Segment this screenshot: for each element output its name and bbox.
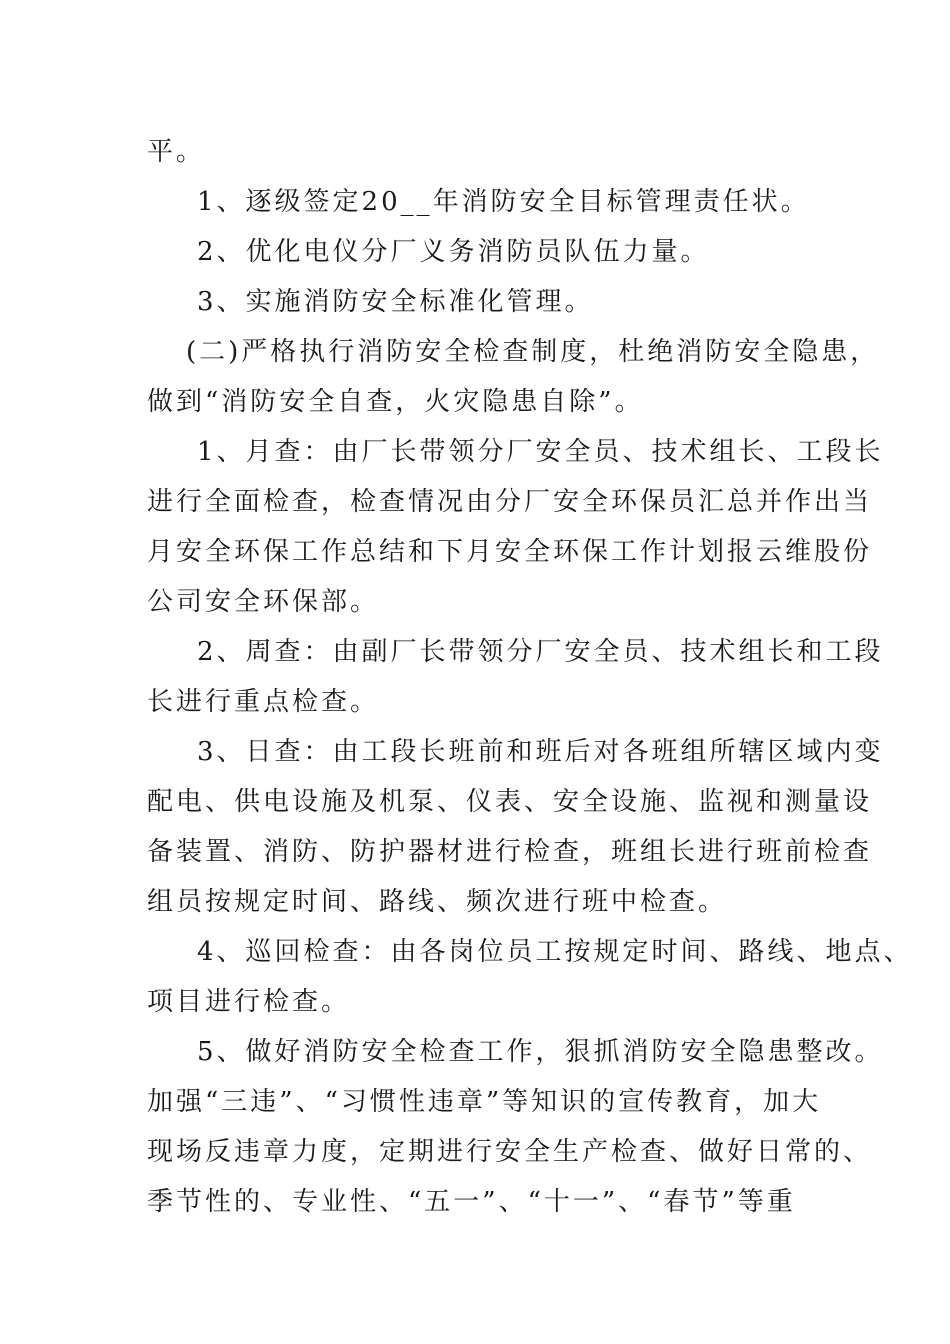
text-line: 1、月查：由厂长带领分厂安全员、技术组长、工段长: [197, 437, 884, 467]
text-line: 公司安全环保部。: [147, 587, 380, 617]
text-line: 现场反违章力度，定期进行安全生产检查、做好日常的、: [147, 1137, 873, 1167]
text-line: 配电、供电设施及机泵、仪表、安全设施、监视和测量设: [147, 787, 873, 817]
text-line: 2、周查：由副厂长带领分厂安全员、技术组长和工段: [197, 637, 884, 667]
text-line: 备装置、消防、防护器材进行检查，班组长进行班前检查: [147, 837, 873, 867]
text-line: (二)严格执行消防安全检查制度，杜绝消防安全隐患，: [186, 337, 880, 367]
text-line: 1、逐级签定20__年消防安全目标管理责任状。: [197, 187, 810, 217]
text-line: 组员按规定时间、路线、频次进行班中检查。: [147, 887, 728, 917]
text-line: 月安全环保工作总结和下月安全环保工作计划报云维股份: [147, 537, 873, 567]
text-line: 3、实施消防安全标准化管理。: [197, 287, 594, 317]
text-line: 5、做好消防安全检查工作，狠抓消防安全隐患整改。: [197, 1037, 884, 1067]
text-line: 做到“消防安全自查，火灾隐患自除”。: [147, 387, 644, 417]
text-line: 加强“三违”、“习惯性违章”等知识的宣传教育，加大: [147, 1087, 822, 1117]
text-line: 进行全面检查，检查情况由分厂安全环保员汇总并作出当: [147, 487, 873, 517]
text-line: 2、优化电仪分厂义务消防员队伍力量。: [197, 237, 710, 267]
text-line: 平。: [147, 137, 206, 167]
text-line: 季节性的、专业性、“五一”、“十一”、“春节”等重: [147, 1187, 796, 1217]
text-line: 3、日查：由工段长班前和班后对各班组所辖区域内变: [197, 737, 884, 767]
text-line: 项目进行检查。: [147, 987, 351, 1017]
text-line: 长进行重点检查。: [147, 687, 380, 717]
text-line: 4、巡回检查：由各岗位员工按规定时间、路线、地点、: [197, 937, 913, 967]
